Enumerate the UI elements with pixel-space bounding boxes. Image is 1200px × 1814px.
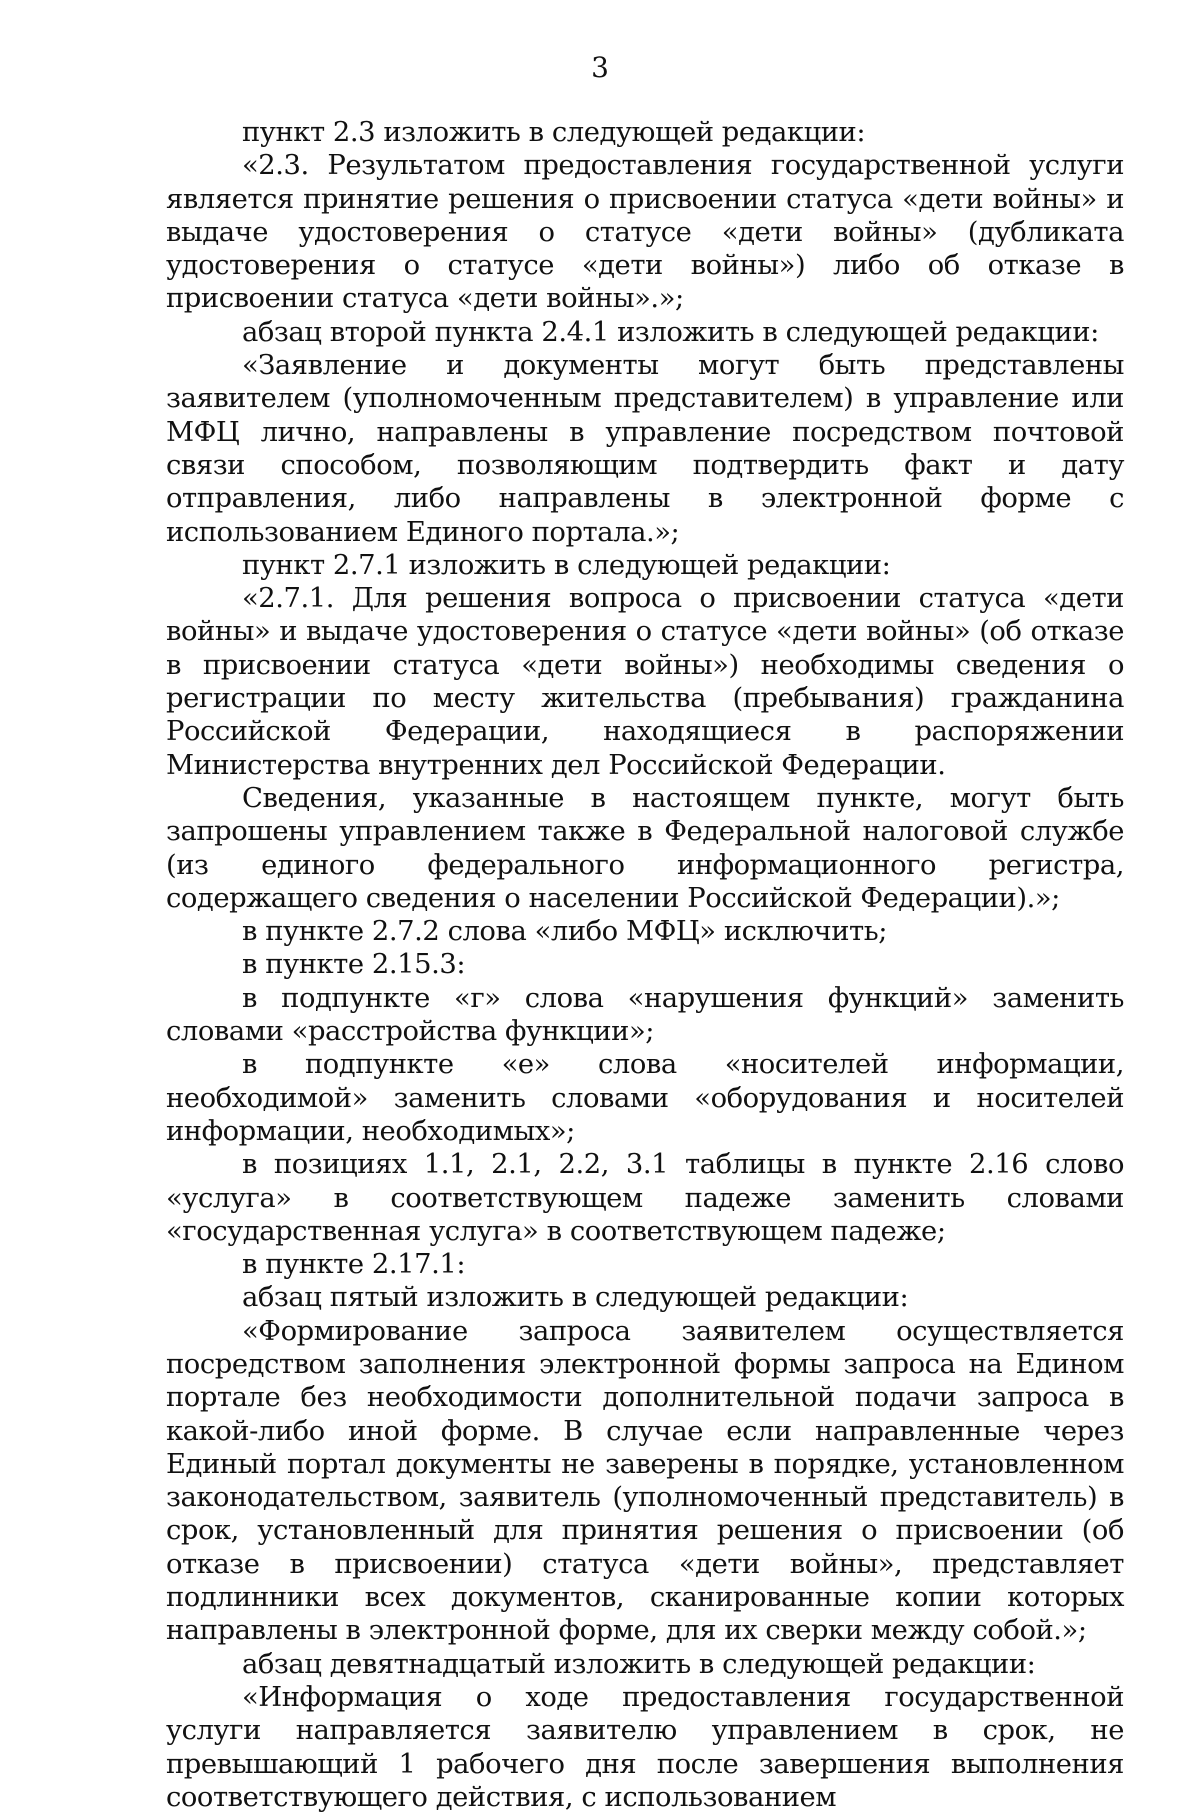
paragraph: «2.7.1. Для решения вопроса о присвоении статуса «дети войны» и выдаче удостоверения о статусе «дети войны» (об отказе в присвоении статуса «дети войны») необходимы сведения о регистрации по месту жительства (пребывания) гражданина Российской Федерации, находящиеся в распоряжении Министерства внутренних дел Российской Федерации. (166, 583, 1124, 781)
paragraph: пункт 2.7.1 изложить в следующей редакции: (242, 549, 891, 581)
paragraph: в подпункте «е» слова «носителей информации, необходимой» заменить словами «оборудования и носителей информации, необходимых»; (166, 1049, 1124, 1147)
paragraph: «2.3. Результатом предоставления государственной услуги является принятие решения о присвоении статуса «дети войны» и выдаче удостоверения о статусе «дети войны» (дубликата удостоверения о статусе «дети войны») либо об отказе в присвоении статуса «дети войны».»; (166, 150, 1124, 315)
paragraph: «Заявление и документы могут быть представлены заявителем (уполномоченным представителем) в управление или МФЦ лично, направлены в управление посредством почтовой связи способом, позволяющим подтвердить факт и дату отправления, либо направлены в электронной форме с использованием Единого портала.»; (166, 350, 1124, 548)
paragraph: в пункте 2.15.3: (242, 949, 466, 981)
page-number: 3 (591, 51, 609, 84)
paragraph: абзац пятый изложить в следующей редакции: (242, 1282, 909, 1314)
paragraph: «Информация о ходе предоставления государственной услуги направляется заявителю управлением в срок, не превышающий 1 рабочего дня после завершения выполнения соответствующего действия, с использованием (166, 1681, 1124, 1813)
paragraph: в подпункте «г» слова «нарушения функций» заменить словами «расстройства функции»; (166, 982, 1124, 1048)
paragraph: абзац девятнадцатый изложить в следующей редакции: (242, 1648, 1036, 1680)
paragraph: в позициях 1.1, 2.1, 2.2, 3.1 таблицы в пункте 2.16 слово «услуга» в соответствующем падеже заменить словами «государственная услуга» в соответствующем падеже; (166, 1149, 1124, 1247)
paragraph: пункт 2.3 изложить в следующей редакции: (242, 117, 866, 148)
paragraph: Сведения, указанные в настоящем пункте, могут быть запрошены управлением также в Федеральной налоговой службе (из единого федерального информационного регистра, содержащего сведения о населении Российской Федерации).»; (166, 782, 1124, 914)
paragraph: в пункте 2.7.2 слова «либо МФЦ» исключить; (242, 916, 887, 948)
paragraph: в пункте 2.17.1: (242, 1249, 466, 1281)
document-body (166, 116, 1124, 1814)
paragraph: «Формирование запроса заявителем осуществляется посредством заполнения электронной формы запроса на Едином портале без необходимости дополнительной подачи запроса в какой-либо иной форме. В случае если направленные через Единый портал документы не заверены в порядке, установленном законодательством, заявитель (уполномоченный представитель) в срок, установленный для принятия решения о присвоении (об отказе в присвоении) статуса «дети войны», представляет подлинники всех документов, сканированные копии которых направлены в электронной форме, для их сверки между собой.»; (166, 1315, 1124, 1647)
paragraph: абзац второй пункта 2.4.1 изложить в следующей редакции: (242, 316, 1099, 348)
